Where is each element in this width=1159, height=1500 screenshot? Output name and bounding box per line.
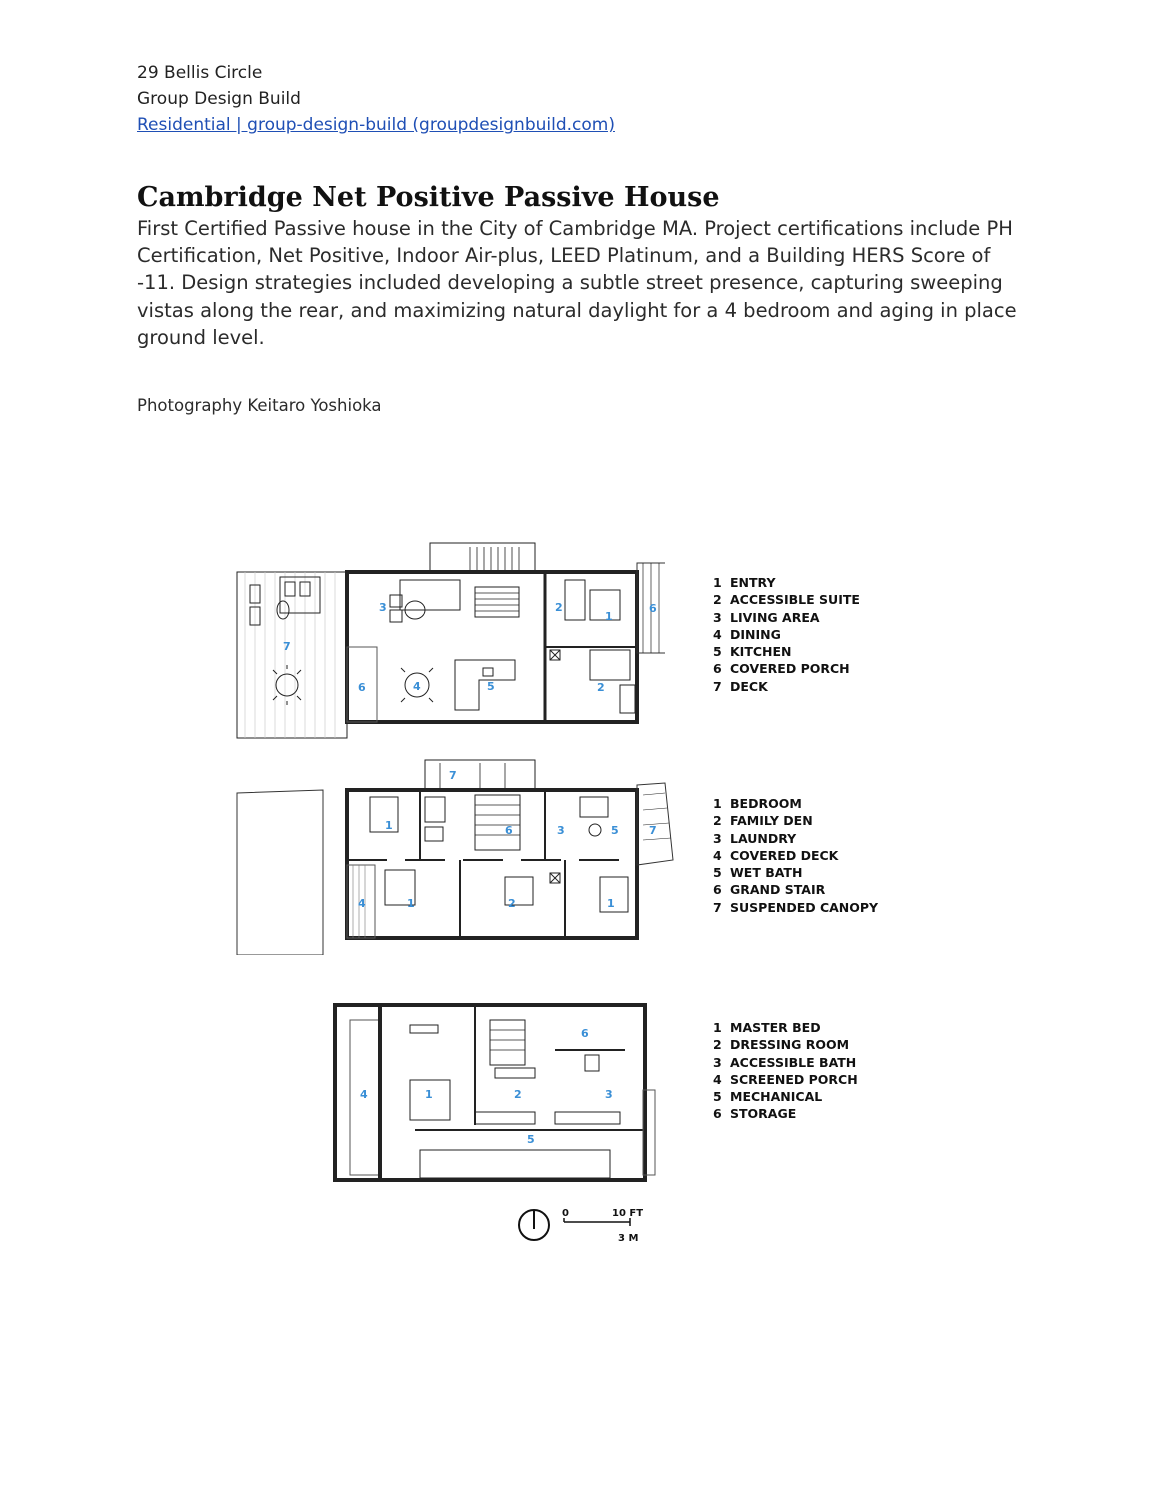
project-description: First Certified Passive house in the City of Cambridge MA. Project certifications include PH Certification, Net Positive, Indoor Air-plus, LEED Platinum, and a Building HERS Score of -11. Design strategies included developing a subtle street presence, capturing sweeping vistas along the rear, and maximizing natural daylight for a 4 bedroom and aging in place ground level. [137, 217, 1017, 349]
second-floor-plan [225, 755, 685, 955]
ground-floor-legend [713, 574, 860, 695]
firm-website-link[interactable]: Residential | group-design-build (groupdesignbuild.com) [137, 115, 615, 135]
legend-item: 6 STORAGE [713, 1106, 797, 1122]
room-label: 4 [360, 1088, 368, 1101]
legend-item: 4 DINING [713, 626, 781, 642]
legend-item: 6 COVERED PORCH [713, 661, 850, 677]
room-label: 7 [649, 824, 657, 837]
second-floor-legend [713, 795, 878, 916]
room-label: 5 [527, 1133, 535, 1146]
room-label: 6 [505, 824, 513, 837]
room-label: 4 [358, 897, 366, 910]
legend-item: 2 DRESSING ROOM [713, 1037, 850, 1053]
room-label: 1 [385, 819, 393, 832]
legend-item: 1 ENTRY [713, 575, 776, 590]
third-floor-legend [713, 1019, 858, 1123]
legend-item: 5 MECHANICAL [713, 1089, 823, 1105]
third-floor-plan [325, 1000, 665, 1185]
room-label: 5 [611, 824, 619, 837]
scale-imperial: 10 FT [612, 1208, 644, 1219]
scale-bar [512, 1203, 652, 1253]
legend-item: 5 KITCHEN [713, 644, 792, 660]
room-label: 7 [283, 640, 291, 653]
deck-outline [237, 572, 347, 738]
legend-item: 4 SCREENED PORCH [713, 1071, 858, 1087]
room-label: 1 [607, 897, 615, 910]
scale-metric: 3 M [618, 1233, 639, 1244]
legend-item: 1 MASTER BED [713, 1020, 821, 1035]
page-title: Cambridge Net Positive Passive House [137, 182, 720, 213]
room-label: 2 [514, 1088, 522, 1101]
document-header [137, 60, 615, 138]
second-floor-walls [347, 790, 637, 938]
legend-item: 6 GRAND STAIR [713, 882, 826, 898]
room-label: 2 [555, 601, 563, 614]
scale-zero: 0 [562, 1208, 569, 1219]
legend-item: 3 LIVING AREA [713, 609, 820, 625]
legend-item: 3 ACCESSIBLE BATH [713, 1054, 857, 1070]
room-label: 3 [605, 1088, 613, 1101]
room-label: 3 [557, 824, 565, 837]
address-line: 29 Bellis Circle [137, 63, 263, 83]
room-label: 1 [605, 610, 613, 623]
room-label: 1 [407, 897, 415, 910]
legend-item: 4 COVERED DECK [713, 847, 839, 863]
room-label: 6 [358, 681, 366, 694]
legend-item: 7 DECK [713, 678, 768, 694]
room-label: 7 [449, 769, 457, 782]
room-label: 2 [508, 897, 516, 910]
room-label: 5 [487, 680, 495, 693]
legend-item: 3 LAUNDRY [713, 830, 797, 846]
room-label: 2 [597, 681, 605, 694]
room-label: 6 [581, 1027, 589, 1040]
room-label: 4 [413, 680, 421, 693]
legend-item: 2 FAMILY DEN [713, 813, 813, 829]
room-label: 6 [649, 602, 657, 615]
legend-item: 7 SUSPENDED CANOPY [713, 899, 879, 915]
legend-item: 2 ACCESSIBLE SUITE [713, 592, 860, 608]
firm-name: Group Design Build [137, 89, 301, 109]
legend-item: 1 BEDROOM [713, 796, 802, 811]
legend-item: 5 WET BATH [713, 865, 803, 881]
room-label: 3 [379, 601, 387, 614]
ground-floor-plan [225, 535, 665, 745]
photo-credit: Photography Keitaro Yoshioka [137, 396, 382, 415]
room-label: 1 [425, 1088, 433, 1101]
